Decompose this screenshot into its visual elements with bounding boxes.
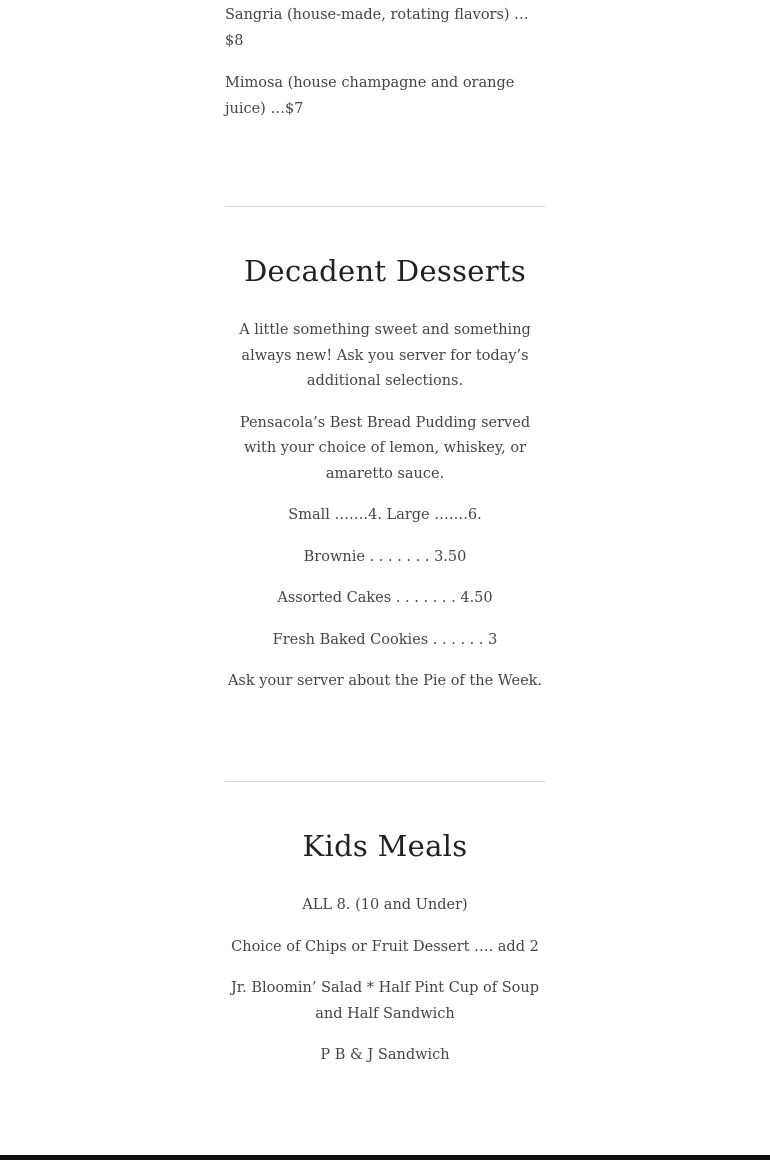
drinks-list xyxy=(225,2,545,138)
section-title-desserts: Decadent Desserts xyxy=(243,254,527,288)
menu-item-brownie: Brownie . . . . . . . 3.50 xyxy=(303,548,467,565)
menu-item-bread-pudding: Pensacola’s Best Bread Pudding served with your choice of lemon, whiskey, or amaretto sauce. xyxy=(239,414,531,482)
kids-list xyxy=(225,893,545,1069)
kids-side-note: Choice of Chips or Fruit Dessert …. add 2 xyxy=(231,938,539,955)
menu-item-mimosa: Mimosa (house champagne and orange juice) …$7 xyxy=(225,75,515,117)
section-divider xyxy=(225,781,545,782)
kids-section xyxy=(225,829,545,1085)
section-divider xyxy=(225,206,545,207)
menu-item-assorted-cakes: Assorted Cakes . . . . . . . 4.50 xyxy=(277,590,493,606)
menu-item-pbj: P B & J Sandwich xyxy=(320,1047,450,1063)
menu-item-sangria: Sangria (house-made, rotating flavors) …$8 xyxy=(225,7,529,49)
footer-bar xyxy=(0,1155,770,1160)
section-title-kids: Kids Meals xyxy=(302,829,468,863)
menu-item-cookies: Fresh Baked Cookies . . . . . . 3 xyxy=(272,631,498,648)
desserts-intro: A little something sweet and something always new! Ask you server for today’s additional selections. xyxy=(239,322,531,389)
desserts-list xyxy=(225,318,545,695)
menu-item-pie-of-week: Ask your server about the Pie of the Week. xyxy=(227,673,543,689)
menu-item-bread-pudding-sizes: Small …….4. Large …….6. xyxy=(288,507,482,523)
kids-price-note: ALL 8. (10 and Under) xyxy=(302,897,468,913)
menu-item-jr-salad: Jr. Bloomin’ Salad * Half Pint Cup of Soup and Half Sandwich xyxy=(230,980,540,1022)
desserts-section xyxy=(225,254,545,711)
